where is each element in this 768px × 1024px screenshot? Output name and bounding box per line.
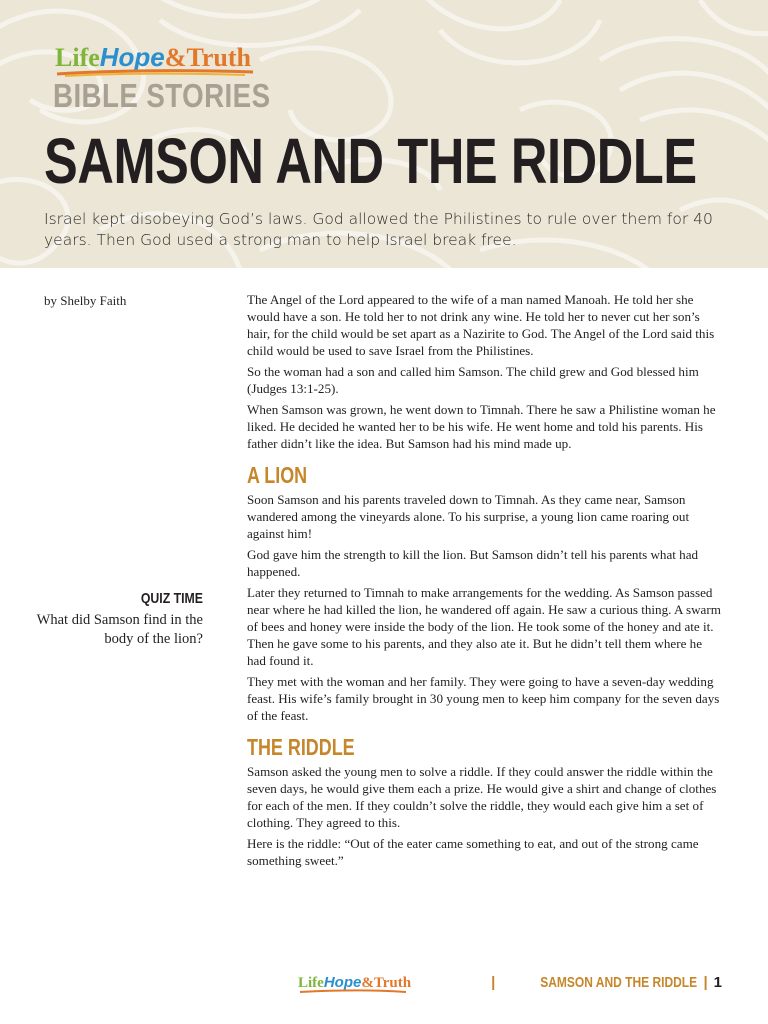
series-label: BIBLE STORIES xyxy=(53,77,271,114)
body-paragraph: God gave him the strength to kill the lion. But Samson didn’t tell his parents what had happened. xyxy=(247,547,699,579)
page-title: SAMSON AND THE RIDDLE xyxy=(44,125,697,197)
footer-brand-logo xyxy=(298,974,411,992)
body-paragraph: Later they returned to Timnah to make arrangements for the wedding. As Samson passed near where he had killed the lion, he wandered off again. He saw a curious thing. A swarm of bees and honey were inside the body of the lion. He took some of the honey and ate it. Then he gave some to his parents, and they also ate it. But he didn’t tell them where he had found it. xyxy=(247,585,721,668)
brand-truth: Truth xyxy=(186,43,251,72)
quiz-question: What did Samson find in the body of the lion? xyxy=(36,612,203,647)
byline: by Shelby Faith xyxy=(44,293,127,308)
footer-brand-life: Life xyxy=(298,975,324,991)
brand-hope: Hope xyxy=(99,42,165,72)
brand-amp: & xyxy=(164,43,187,72)
quiz-heading: QUIZ TIME xyxy=(140,590,203,607)
brand-life: Life xyxy=(55,43,100,72)
header-banner xyxy=(0,0,768,268)
article-body xyxy=(247,291,722,873)
body-paragraph: Soon Samson and his parents traveled down to Timnah. As they came near, Samson wandered among the vineyards alone. To his surprise, a young lion came roaring out against him! xyxy=(247,492,690,541)
footer-title: SAMSON AND THE RIDDLE xyxy=(540,974,698,991)
body-paragraph: The Angel of the Lord appeared to the wife of a man named Manoah. He told her she would have a son. He told her to not drink any wine. He told her to never cut her son’s hair, for the child would be set apart as a Nazirite to God. The Angel of the Lord said this child would be used to save Israel from the Philistines. xyxy=(247,292,715,358)
footer-running-title xyxy=(485,973,722,993)
body-paragraph: Here is the riddle: “Out of the eater came something to eat, and out of the strong came something sweet.” xyxy=(247,836,699,868)
quiz-box xyxy=(30,590,203,649)
footer-separator: | xyxy=(491,974,496,991)
brand-logo xyxy=(55,42,251,73)
section-heading-riddle: THE RIDDLE xyxy=(247,734,355,760)
footer-swoosh-icon xyxy=(298,989,408,995)
footer-brand-hope: Hope xyxy=(323,974,362,991)
body-paragraph: They met with the woman and her family. They were going to have a seven-day wedding feast. His wife’s family brought in 30 young men to keep him company for the seven days of the feast. xyxy=(247,674,720,723)
footer-brand-amp: & xyxy=(361,975,374,991)
footer-separator: | xyxy=(703,974,708,991)
footer-brand-truth: Truth xyxy=(373,975,412,991)
body-paragraph: So the woman had a son and called him Samson. The child grew and God blessed him (Judges 13:1-25). xyxy=(247,364,699,396)
body-paragraph: When Samson was grown, he went down to Timnah. There he saw a Philistine woman he liked. He decided he wanted her to be his wife. He went home and told his parents. His father didn’t like the idea. But Samson had his mind made up. xyxy=(247,402,716,451)
intro-text: Israel kept disobeying God’s laws. God allowed the Philistines to rule over them for 40 years. Then God used a strong man to help Israel break free. xyxy=(44,210,713,249)
page-number: 1 xyxy=(713,974,722,991)
body-paragraph: Samson asked the young men to solve a riddle. If they could answer the riddle within the seven days, he would give them each a prize. He would give a shirt and change of clothes for each of the men. If they couldn’t solve the riddle, they would each give him a set of clothing. They agreed to this. xyxy=(247,764,717,830)
section-heading-lion: A LION xyxy=(247,462,308,488)
